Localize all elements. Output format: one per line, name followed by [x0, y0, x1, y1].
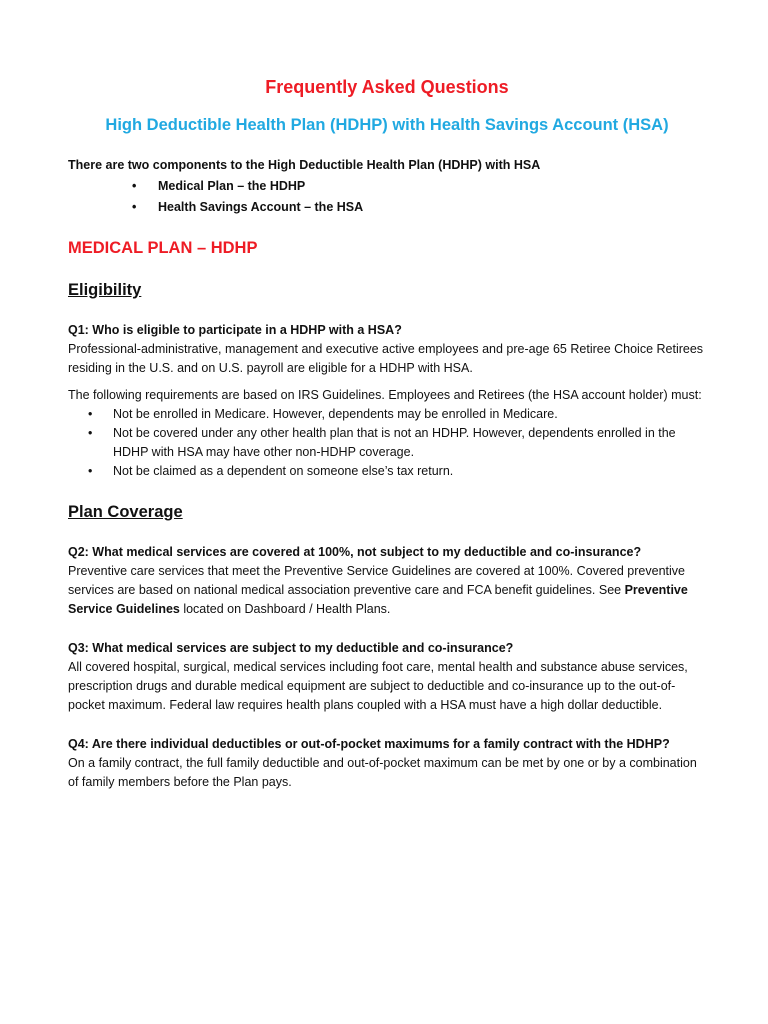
- bullet-icon: •: [88, 407, 93, 421]
- list-item: [132, 198, 706, 217]
- requirements-intro: The following requirements are based on IRS Guidelines. Employees and Retirees (the HSA account holder) must:: [68, 388, 702, 402]
- requirement-text: Not be claimed as a dependent on someone else’s tax return.: [113, 464, 454, 478]
- answer-a2: [68, 562, 706, 619]
- preventive-guidelines-reference: Preventive Service Guidelines: [68, 583, 688, 616]
- bullet-icon: •: [132, 200, 137, 214]
- answer-a4: On a family contract, the full family deductible and out-of-pocket maximum can be met by one or by a combination of family members before the Plan pays.: [68, 756, 697, 789]
- question-q2: Q2: What medical services are covered at 100%, not subject to my deductible and co-insurance?: [68, 545, 642, 559]
- answer-a2-text: Preventive care services that meet the Preventive Service Guidelines are covered at 100%. Covered preventive services are based on national medical association preventive care and FCA benefit guidelines. See: [68, 564, 685, 597]
- components-list: [68, 177, 706, 217]
- component-hsa: Health Savings Account – the HSA: [158, 200, 364, 214]
- bullet-icon: •: [88, 464, 93, 478]
- section-medical-plan-heading: MEDICAL PLAN – HDHP: [68, 239, 258, 257]
- page-title: Frequently Asked Questions: [265, 77, 509, 97]
- list-item: [132, 177, 706, 196]
- question-q4: Q4: Are there individual deductibles or out-of-pocket maximums for a family contract with the HDHP?: [68, 737, 670, 751]
- bullet-icon: •: [88, 426, 93, 440]
- answer-a2-text-end: located on Dashboard / Health Plans.: [179, 602, 391, 616]
- list-item: [88, 462, 706, 481]
- answer-a1: Professional-administrative, management and executive active employees and pre-age 65 Retiree Choice Retirees residing in the U.S. and on U.S. payroll are eligible for a HDHP with HSA.: [68, 342, 704, 375]
- intro-text: There are two components to the High Deductible Health Plan (HDHP) with HSA: [68, 158, 541, 172]
- requirements-list: [68, 405, 706, 481]
- requirement-text: Not be covered under any other health plan that is not an HDHP. However, dependents enrolled in the HDHP with HSA may have other non-HDHP coverage.: [113, 426, 676, 459]
- question-q1: Q1: Who is eligible to participate in a HDHP with a HSA?: [68, 323, 402, 337]
- list-item: [88, 424, 706, 462]
- page-subtitle: High Deductible Health Plan (HDHP) with Health Savings Account (HSA): [105, 116, 669, 134]
- answer-a3: All covered hospital, surgical, medical services including foot care, mental health and substance abuse services, prescription drugs and durable medical equipment are subject to deductible and co-insurance up to the out-of-pocket maximum. Federal law requires health plans coupled with a HSA must have a high dollar deductible.: [68, 660, 688, 712]
- list-item: [88, 405, 706, 424]
- component-medical-plan: Medical Plan – the HDHP: [158, 179, 306, 193]
- requirement-text: Not be enrolled in Medicare. However, dependents may be enrolled in Medicare.: [113, 407, 558, 421]
- plan-coverage-heading: Plan Coverage: [68, 503, 183, 521]
- eligibility-heading: Eligibility: [68, 281, 142, 299]
- question-q3: Q3: What medical services are subject to my deductible and co-insurance?: [68, 641, 514, 655]
- bullet-icon: •: [132, 179, 137, 193]
